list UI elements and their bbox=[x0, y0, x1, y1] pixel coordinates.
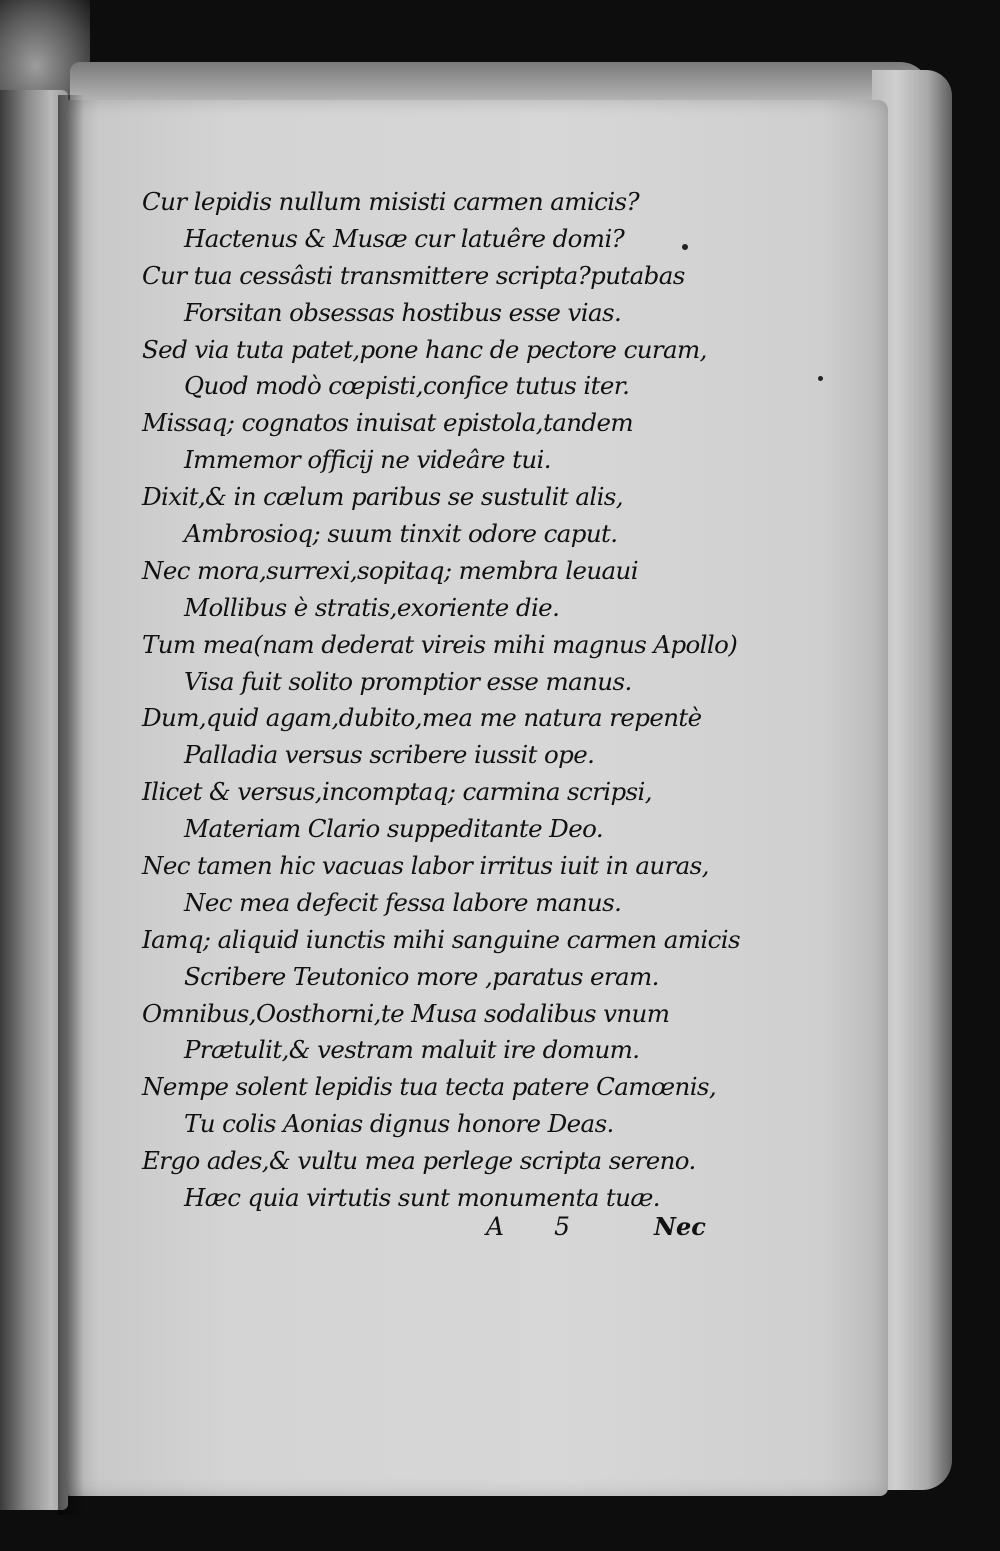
verse-line: Scribere Teutonico more ,paratus eram. bbox=[184, 961, 659, 991]
verse-line: Dixit,& in cælum paribus se sustulit alis, bbox=[142, 482, 623, 512]
verse-line: Prætulit,& vestram maluit ire domum. bbox=[184, 1035, 640, 1065]
verse-line: Tum mea(nam dederat vireis mihi magnus Apollo) bbox=[142, 629, 738, 659]
verse-line: Iamq; aliquid iunctis mihi sanguine carmen amicis bbox=[142, 924, 740, 954]
verse-line: Forsitan obsessas hostibus esse vias. bbox=[184, 297, 622, 327]
verse-line: Quod modò cœpisti,confice tutus iter. bbox=[184, 371, 630, 401]
verse-line: Cur lepidis nullum misisti carmen amicis? bbox=[142, 187, 639, 216]
poem-text bbox=[142, 184, 782, 1217]
catchword: Nec bbox=[654, 1212, 706, 1241]
signature-number: 5 bbox=[554, 1212, 570, 1241]
verse-line: Ambrosioq; suum tinxit odore caput. bbox=[184, 519, 618, 549]
verse-line: Dum,quid agam,dubito,mea me natura repentè bbox=[142, 703, 702, 733]
verse-line: Palladia versus scribere iussit ope. bbox=[184, 740, 595, 770]
verse-line: Immemor officij ne videâre tui. bbox=[184, 445, 551, 475]
verse-line: Cur tua cessâsti transmittere scripta?putabas bbox=[142, 260, 685, 290]
verse-line: Ergo ades,& vultu mea perlege scripta sereno. bbox=[142, 1146, 696, 1176]
verse-line: Nec tamen hic vacuas labor irritus iuit in auras, bbox=[142, 851, 709, 881]
verse-line: Hactenus & Musæ cur latuêre domi? bbox=[184, 223, 625, 253]
verse-line: Visa fuit solito promptior esse manus. bbox=[184, 666, 632, 696]
verse-line: Sed via tuta patet,pone hanc de pectore curam, bbox=[142, 334, 707, 364]
verse-line: Omnibus,Oosthorni,te Musa sodalibus vnum bbox=[142, 998, 670, 1028]
gutter-shadow bbox=[58, 95, 84, 1515]
signature-letter: A bbox=[486, 1212, 505, 1241]
verse-line: Mollibus è stratis,exoriente die. bbox=[184, 592, 560, 622]
verse-line: Hæc quia virtutis sunt monumenta tuæ. bbox=[184, 1183, 660, 1213]
verse-line: Nec mora,surrexi,sopitaq; membra leuaui bbox=[142, 555, 638, 585]
verse-line: Missaq; cognatos inuisat epistola,tandem bbox=[142, 408, 634, 438]
ink-speck bbox=[682, 244, 688, 250]
verse-line: Materiam Clario suppeditante Deo. bbox=[184, 814, 604, 844]
book-page bbox=[66, 100, 888, 1496]
printer-signature bbox=[486, 1212, 570, 1241]
verse-line: Nec mea defecit fessa labore manus. bbox=[184, 887, 622, 917]
verse-line: Nempe solent lepidis tua tecta patere Camœnis, bbox=[142, 1072, 717, 1102]
verse-line: Ilicet & versus,incomptaq; carmina scripsi, bbox=[142, 777, 652, 807]
ink-speck bbox=[818, 376, 823, 381]
verse-line: Tu colis Aonias dignus honore Deas. bbox=[184, 1109, 614, 1139]
